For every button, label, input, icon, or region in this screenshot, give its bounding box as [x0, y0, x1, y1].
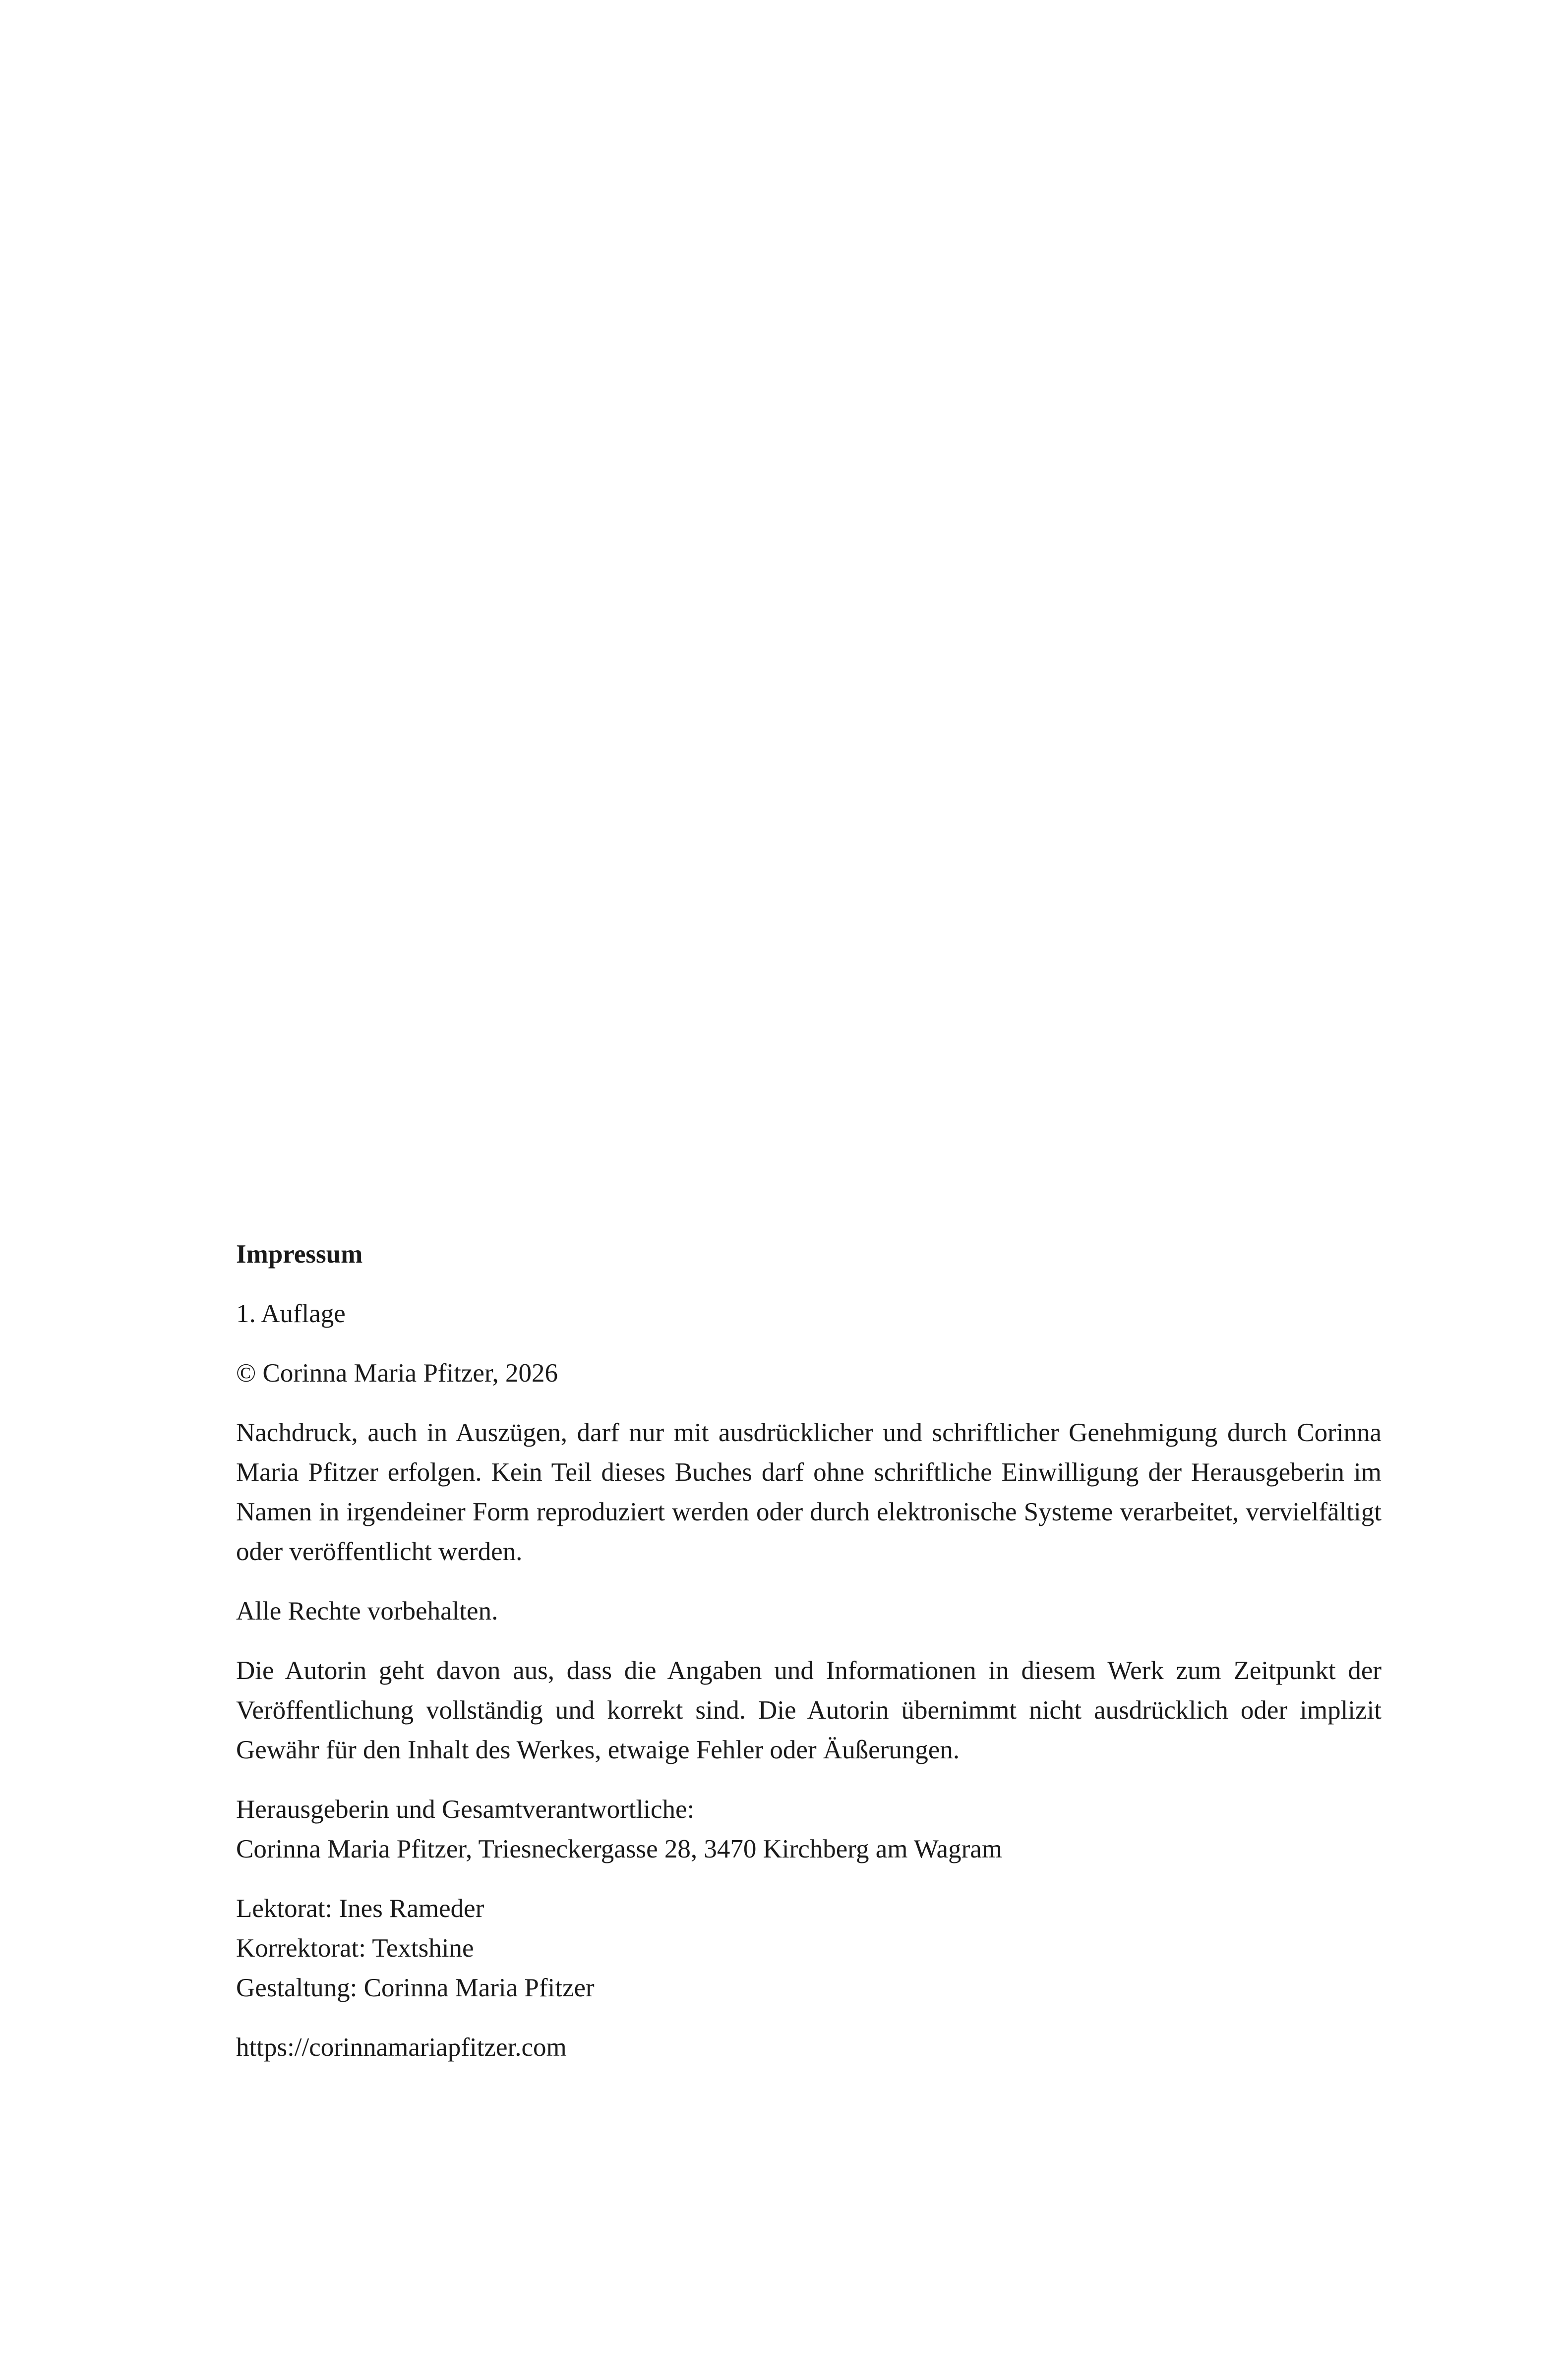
- imprint-heading: Impressum: [236, 1240, 363, 1269]
- publisher-label: Herausgeberin und Gesamtverantwortliche:: [236, 1795, 695, 1824]
- disclaimer-paragraph: Die Autorin geht davon aus, dass die Angaben und Informationen in diesem Werk zum Zeitpunkt der Veröffentlichung vollständig und korrekt sind. Die Autorin übernimmt nicht ausdrücklich oder implizit Gewähr für den Inhalt des Werkes, etwaige Fehler oder Äußerungen.: [236, 1656, 1382, 1764]
- website-text: https://corinnamariapfitzer.com: [236, 2033, 567, 2062]
- design-credit: Gestaltung: Corinna Maria Pfitzer: [236, 1974, 595, 2002]
- copyright-text: © Corinna Maria Pfitzer, 2026: [236, 1359, 558, 1388]
- reprint-notice-paragraph: Nachdruck, auch in Auszügen, darf nur mit ausdrücklicher und schriftlicher Genehmigung durch Corinna Maria Pfitzer erfolgen. Kein Teil dieses Buches darf ohne schriftliche Einwilligung der Herausgeberin im Namen in irgendeiner Form reproduziert werden oder durch elektronische Systeme verarbeitet, vervielfältigt oder veröffentlicht werden.: [236, 1418, 1382, 1566]
- rights-text: Alle Rechte vorbehalten.: [236, 1597, 498, 1625]
- credits-block: [236, 1889, 1382, 2008]
- edition-text: 1. Auflage: [236, 1299, 346, 1328]
- imprint-section: [236, 1234, 1382, 2087]
- proofreading-credit: Korrektorat: Textshine: [236, 1934, 474, 1963]
- publisher-address: Corinna Maria Pfitzer, Triesneckergasse 28, 3470 Kirchberg am Wagram: [236, 1835, 1002, 1863]
- publisher-block: [236, 1790, 1382, 1869]
- editing-credit: Lektorat: Ines Rameder: [236, 1894, 484, 1923]
